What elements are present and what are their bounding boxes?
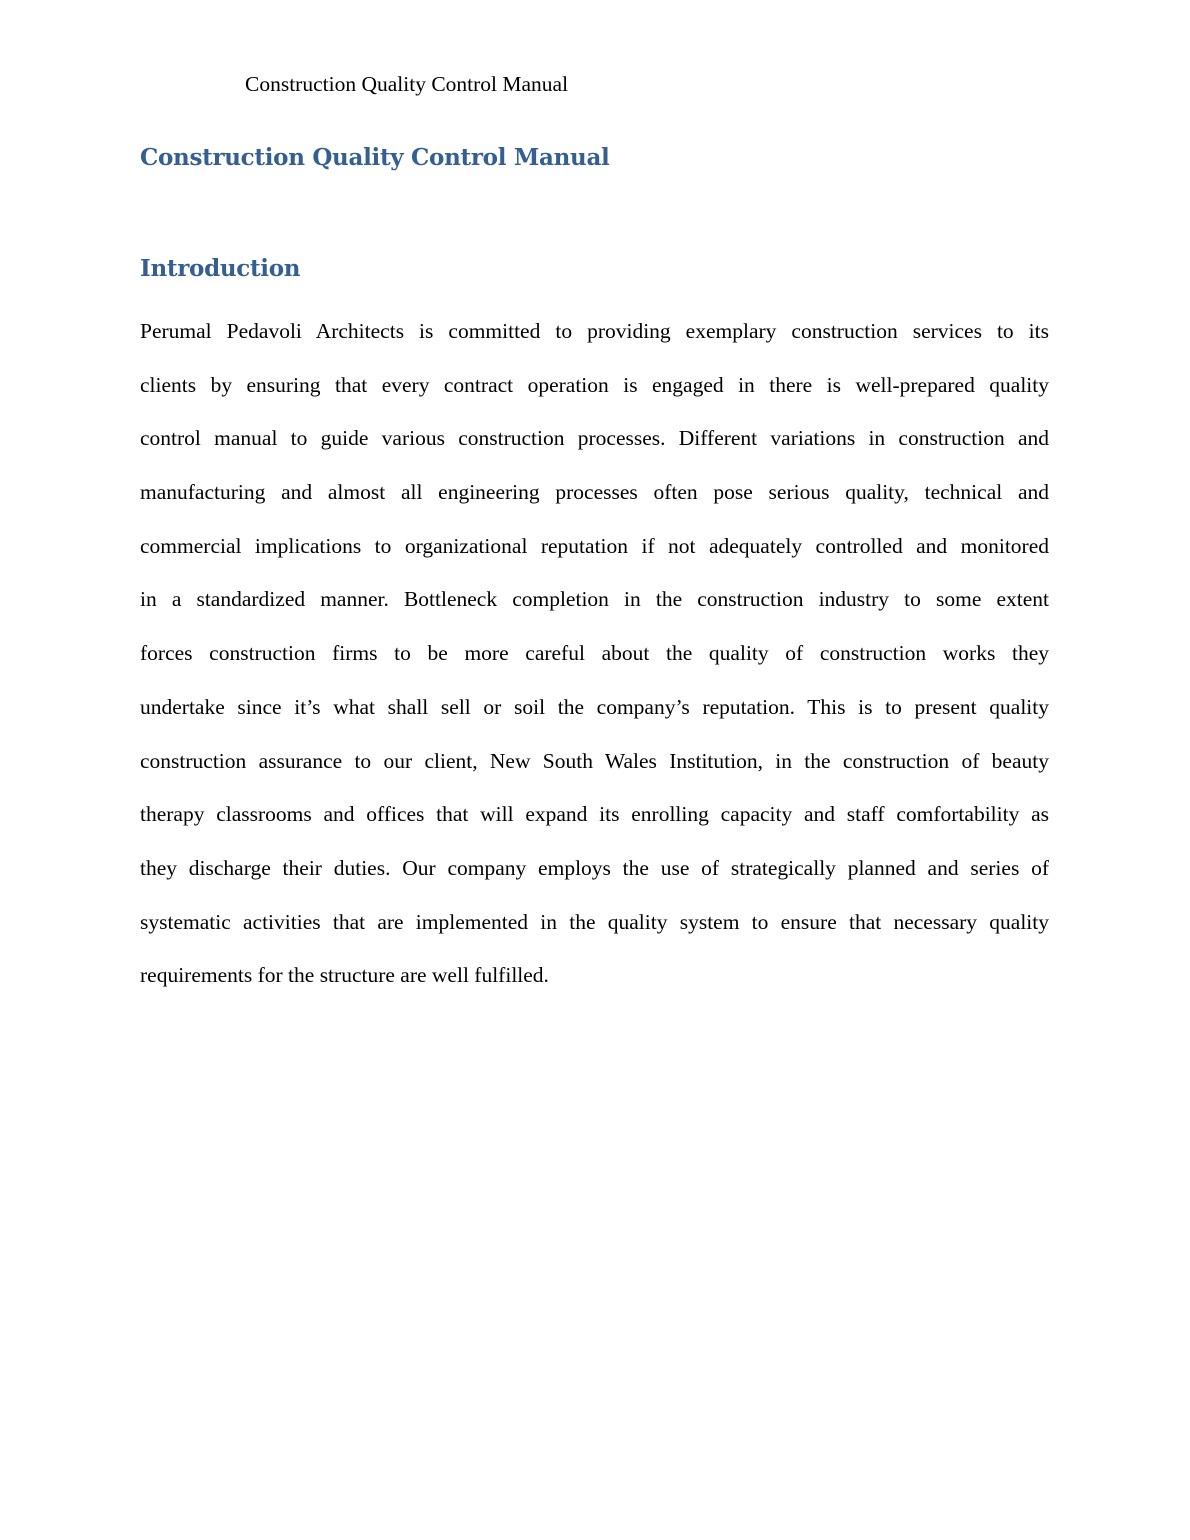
paragraph-line: they discharge their duties. Our company employs the use of strategically planned and series of (140, 855, 1049, 880)
paragraph-line: requirements for the structure are well fulfilled. (140, 963, 549, 988)
paragraph-line: therapy classrooms and offices that will expand its enrolling capacity and staff comfortability as (140, 802, 1049, 827)
paragraph-line: commercial implications to organizational reputation if not adequately controlled and monitored (140, 533, 1049, 558)
document-title: Construction Quality Control Manual (140, 144, 610, 171)
paragraph-line: Perumal Pedavoli Architects is committed to providing exemplary construction services to its (140, 319, 1049, 343)
paragraph-line: in a standardized manner. Bottleneck completion in the construction industry to some extent (140, 587, 1049, 612)
paragraph-line: control manual to guide various construction processes. Different variations in construction and (140, 426, 1049, 451)
paragraph-line: manufacturing and almost all engineering processes often pose serious quality, technical and (140, 480, 1049, 505)
introduction-paragraph (140, 317, 1049, 1015)
paragraph-line: forces construction firms to be more careful about the quality of construction works they (140, 641, 1049, 666)
section-heading-introduction: Introduction (140, 255, 301, 282)
running-header: Construction Quality Control Manual (245, 72, 569, 96)
paragraph-line: clients by ensuring that every contract operation is engaged in there is well-prepared quality (140, 372, 1049, 397)
paragraph-line: construction assurance to our client, New South Wales Institution, in the construction of beauty (140, 748, 1049, 773)
paragraph-line: systematic activities that are implemented in the quality system to ensure that necessary quality (140, 909, 1049, 934)
paragraph-line: undertake since it’s what shall sell or soil the company’s reputation. This is to present quality (140, 694, 1049, 719)
